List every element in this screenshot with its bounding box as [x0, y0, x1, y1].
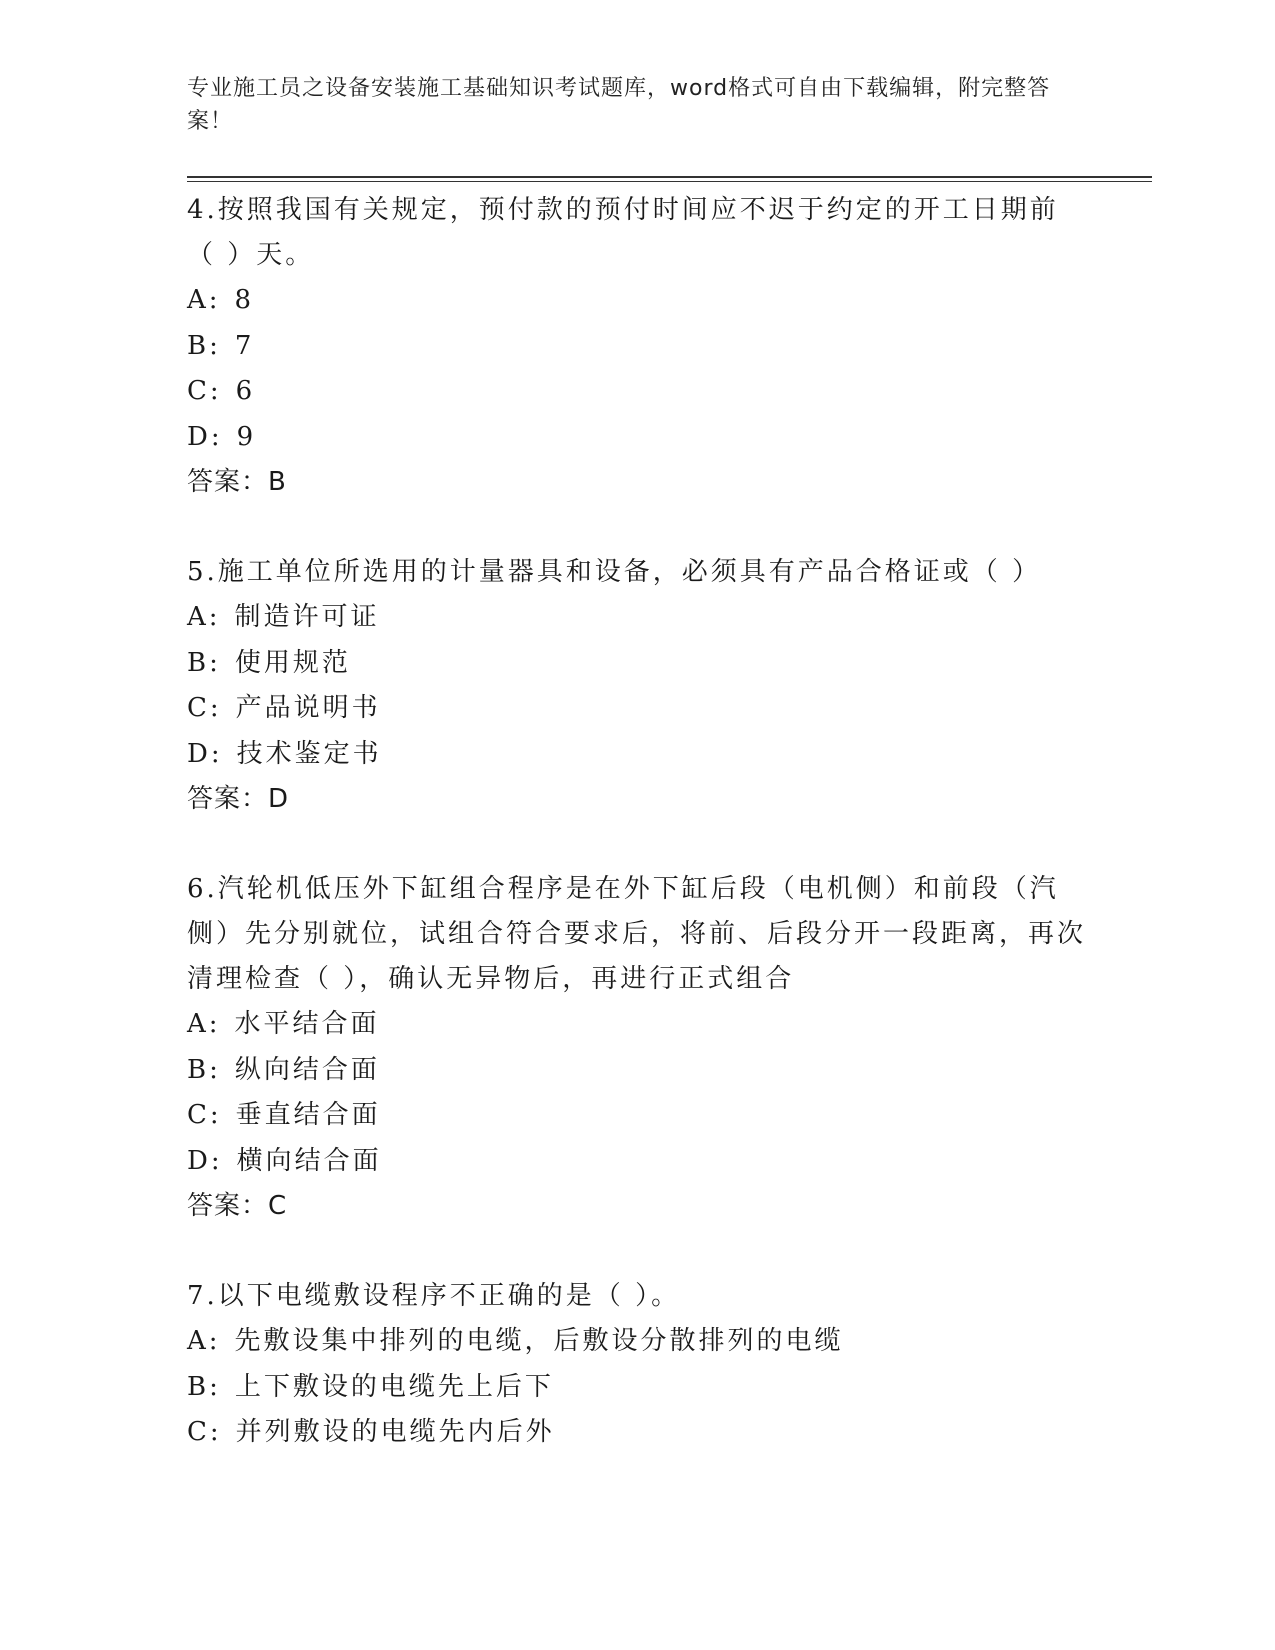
option-d [187, 415, 1087, 461]
option-key: A: [187, 285, 221, 315]
option-key: D: [187, 421, 223, 452]
option-d [187, 732, 1087, 778]
option-key: C: [187, 693, 222, 723]
option-value: 8 [234, 285, 255, 315]
option-key: A: [187, 1326, 221, 1356]
option-c [187, 1410, 1087, 1456]
option-value: 7 [234, 330, 255, 361]
option-key: B: [187, 647, 221, 678]
option-key: B: [187, 1054, 221, 1085]
option-key: B: [187, 330, 221, 361]
option-value: 制造许可证 [234, 602, 380, 632]
option-value: 使用规范 [234, 647, 351, 678]
document-header: 专业施工员之设备安装施工基础知识考试题库，word格式可自由下载编辑，附完整答案！ [187, 76, 1051, 134]
option-key: D: [187, 738, 223, 769]
option-a [187, 1319, 1087, 1365]
option-key: D: [187, 1145, 223, 1176]
option-value: 6 [235, 376, 256, 406]
option-b [187, 324, 1087, 370]
answer-text: 答案：B [187, 467, 287, 497]
option-d [187, 1139, 1087, 1185]
answer-text: 答案：C [187, 1191, 288, 1221]
option-value: 并列敷设的电缆先内后外 [235, 1417, 555, 1447]
option-key: B: [187, 1371, 221, 1402]
option-b [187, 641, 1087, 687]
option-value: 产品说明书 [235, 693, 381, 723]
option-key: C: [187, 1100, 222, 1130]
option-value: 横向结合面 [236, 1145, 382, 1176]
option-value: 技术鉴定书 [236, 738, 382, 769]
option-value: 9 [236, 421, 257, 452]
option-value: 上下敷设的电缆先上后下 [234, 1371, 554, 1402]
answer-text: 答案：D [187, 784, 290, 814]
option-key: C: [187, 1417, 222, 1447]
question-item [187, 550, 1087, 822]
option-value: 垂直结合面 [235, 1100, 381, 1130]
question-item [187, 867, 1087, 1229]
option-b [187, 1048, 1087, 1094]
option-key: A: [187, 1009, 221, 1039]
question-text: 7.以下电缆敷设程序不正确的是（ ）。 [187, 1281, 681, 1311]
option-c [187, 686, 1087, 732]
option-key: C: [187, 376, 222, 406]
option-value: 水平结合面 [234, 1009, 380, 1039]
option-a [187, 595, 1087, 641]
option-key: A: [187, 602, 221, 632]
question-item [187, 1274, 1087, 1456]
option-b [187, 1365, 1087, 1411]
option-c [187, 1093, 1087, 1139]
question-text: 5.施工单位所选用的计量器具和设备，必须具有产品合格证或（ ） [187, 557, 1042, 587]
question-text: 6.汽轮机低压外下缸组合程序是在外下缸后段（电机侧）和前段（汽侧）先分别就位，试组合符合要求后，将前、后段分开一段距离，再次清理检查（ ），确认无异物后，再进行正式组合 [187, 874, 1087, 994]
question-list [187, 188, 1087, 1456]
option-a [187, 278, 1087, 324]
option-c [187, 369, 1087, 415]
question-text: 4.按照我国有关规定，预付款的预付时间应不迟于约定的开工日期前（ ）天。 [187, 195, 1059, 270]
option-value: 纵向结合面 [234, 1054, 380, 1085]
header-rule-thin [187, 181, 1152, 182]
option-value: 先敷设集中排列的电缆，后敷设分散排列的电缆 [234, 1326, 844, 1356]
option-a [187, 1002, 1087, 1048]
header-rule-thick [187, 176, 1152, 178]
question-item [187, 188, 1087, 505]
